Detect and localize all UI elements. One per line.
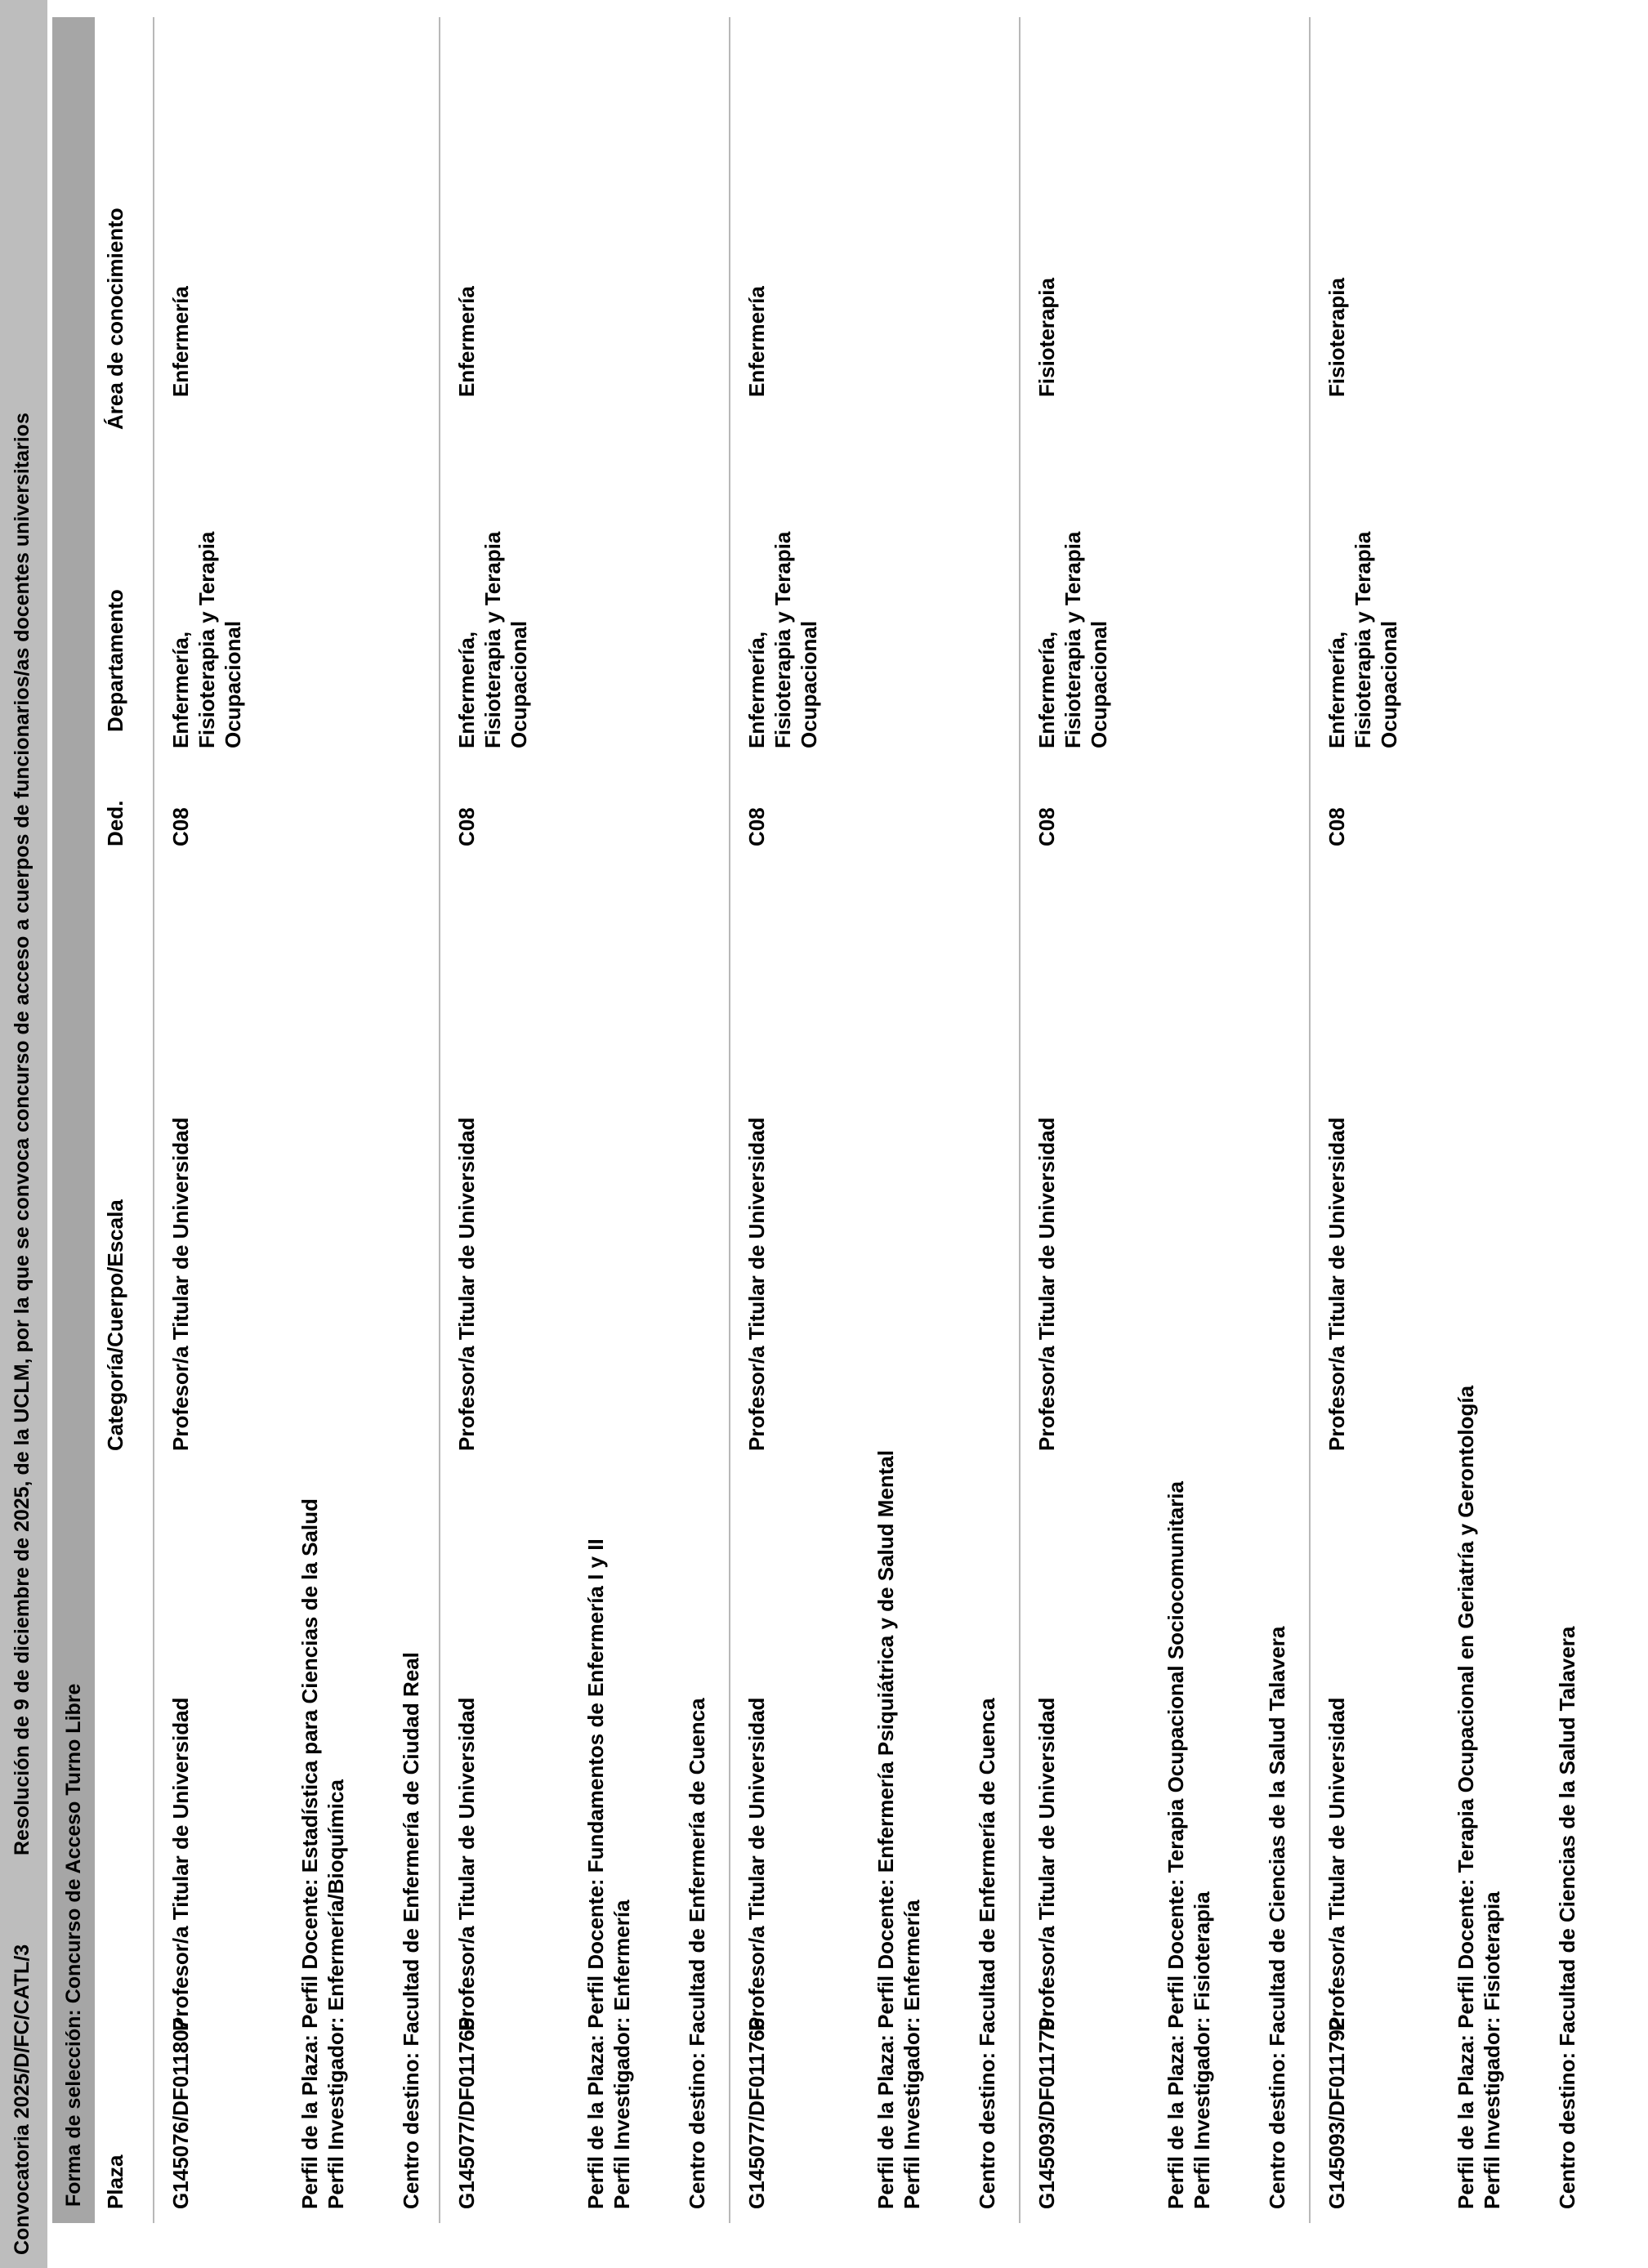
departamento-line: Enfermería,: [1034, 631, 1059, 748]
plaza-dedicacion: C08: [454, 807, 479, 846]
plaza-perfil-docente: Perfil de la Plaza: Perfil Docente: Fundamentos de Enfermería I y II: [583, 1538, 608, 2209]
convocatoria-id: Convocatoria 2025/D/FC/CATL/3: [11, 1944, 33, 2255]
departamento-line: Fisioterapia y Terapia: [194, 531, 219, 748]
col-header-plaza: Plaza: [103, 2154, 127, 2209]
plaza-code: G145076/DF011807: [168, 2017, 193, 2209]
plaza-centro-destino: Centro destino: Facultad de Enfermería de Cuenca: [975, 1698, 999, 2209]
forma-seleccion-band: [52, 17, 95, 2223]
plaza-code: G145077/DF011765: [454, 2017, 479, 2209]
plaza-departamento: [1324, 454, 1402, 748]
departamento-line: Fisioterapia y Terapia: [770, 531, 795, 748]
plaza-perfil-investigador: Perfil Investigador: Fisioterapia: [1190, 1891, 1214, 2209]
plaza-perfil-investigador: Perfil Investigador: Fisioterapia: [1480, 1891, 1504, 2209]
row-separator: [439, 17, 440, 2223]
plaza-dedicacion: C08: [1034, 807, 1059, 846]
plaza-categoria: Profesor/a Titular de Universidad: [1324, 1117, 1349, 1451]
col-header-categoria: Categoría/Cuerpo/Escala: [103, 1199, 127, 1451]
departamento-line: Enfermería,: [168, 631, 193, 748]
departamento-line: Enfermería,: [454, 631, 479, 748]
plaza-centro-destino: Centro destino: Facultad de Ciencias de la Salud Talavera: [1265, 1626, 1289, 2209]
plaza-departamento: [744, 454, 822, 748]
plaza-categoria: Profesor/a Titular de Universidad: [168, 1117, 193, 1451]
row-separator: [153, 17, 154, 2223]
plaza-dedicacion: C08: [744, 807, 769, 846]
plaza-area: Fisioterapia: [1034, 278, 1059, 397]
plaza-code: G145077/DF011766: [744, 2017, 769, 2209]
plaza-centro-destino: Centro destino: Facultad de Enfermería de Cuenca: [685, 1698, 709, 2209]
plaza-perfil-docente: Perfil de la Plaza: Perfil Docente: Terapia Ocupacional en Geriatría y Gerontología: [1454, 1385, 1478, 2209]
departamento-line: Ocupacional: [507, 620, 531, 748]
departamento-line: Fisioterapia y Terapia: [480, 531, 505, 748]
plaza-departamento: [167, 454, 246, 748]
plaza-perfil-docente: Perfil de la Plaza: Perfil Docente: Terapia Ocupacional Sociocomunitaria: [1163, 1481, 1188, 2209]
col-header-ded: Ded.: [103, 800, 127, 846]
plaza-departamento: [453, 454, 532, 748]
plaza-area: Enfermería: [454, 286, 479, 397]
row-separator: [1309, 17, 1311, 2223]
plaza-area: Enfermería: [744, 286, 769, 397]
plaza-perfil-docente: Perfil de la Plaza: Perfil Docente: Estadística para Ciencias de la Salud: [297, 1498, 322, 2209]
plaza-categoria: Profesor/a Titular de Universidad: [744, 1117, 769, 1451]
departamento-line: Ocupacional: [797, 620, 821, 748]
col-header-area: Área de conocimiento: [103, 208, 127, 430]
plaza-categoria-short: Profesor/a Titular de Universidad: [1324, 1697, 1349, 2031]
plaza-categoria: Profesor/a Titular de Universidad: [454, 1117, 479, 1451]
row-separator: [1019, 17, 1021, 2223]
col-header-departamento: Departamento: [103, 589, 127, 732]
row-separator: [729, 17, 730, 2223]
plaza-categoria-short: Profesor/a Titular de Universidad: [454, 1697, 479, 2031]
plaza-dedicacion: C08: [1324, 807, 1349, 846]
plaza-categoria: Profesor/a Titular de Universidad: [1034, 1117, 1059, 1451]
plaza-centro-destino: Centro destino: Facultad de Ciencias de la Salud Talavera: [1555, 1626, 1579, 2209]
departamento-line: Fisioterapia y Terapia: [1061, 531, 1085, 748]
resolucion-title: Resolución de 9 de diciembre de 2025, de la UCLM, por la que se convoca concurso de acceso a cuerpos de funcionarios/as docentes universitarios: [11, 413, 33, 1855]
plaza-code: G145093/DF011792: [1324, 2017, 1349, 2209]
plaza-perfil-investigador: Perfil Investigador: Enfermería: [900, 1900, 924, 2209]
plaza-dedicacion: C08: [168, 807, 193, 846]
plaza-area: Enfermería: [168, 286, 193, 397]
departamento-line: Ocupacional: [1087, 620, 1111, 748]
departamento-line: Ocupacional: [1377, 620, 1401, 748]
departamento-line: Ocupacional: [221, 620, 245, 748]
departamento-line: Fisioterapia y Terapia: [1351, 531, 1375, 748]
plaza-centro-destino: Centro destino: Facultad de Enfermería de Ciudad Real: [399, 1652, 423, 2209]
plaza-perfil-investigador: Perfil Investigador: Enfermería/Bioquímica: [324, 1779, 348, 2209]
plaza-area: Fisioterapia: [1324, 278, 1349, 397]
plaza-perfil-docente: Perfil de la Plaza: Perfil Docente: Enfermería Psiquiátrica y de Salud Mental: [873, 1449, 898, 2209]
plaza-perfil-investigador: Perfil Investigador: Enfermería: [610, 1900, 634, 2209]
plaza-categoria-short: Profesor/a Titular de Universidad: [1034, 1697, 1059, 2031]
plaza-categoria-short: Profesor/a Titular de Universidad: [744, 1697, 769, 2031]
forma-seleccion-label: Forma de selección: Concurso de Acceso Turno Libre: [62, 1683, 85, 2207]
departamento-line: Enfermería,: [1324, 631, 1349, 748]
plaza-departamento: [1034, 454, 1112, 748]
departamento-line: Enfermería,: [744, 631, 769, 748]
plaza-categoria-short: Profesor/a Titular de Universidad: [168, 1697, 193, 2031]
plaza-code: G145093/DF011779: [1034, 2017, 1059, 2209]
header-band: [0, 0, 47, 2268]
